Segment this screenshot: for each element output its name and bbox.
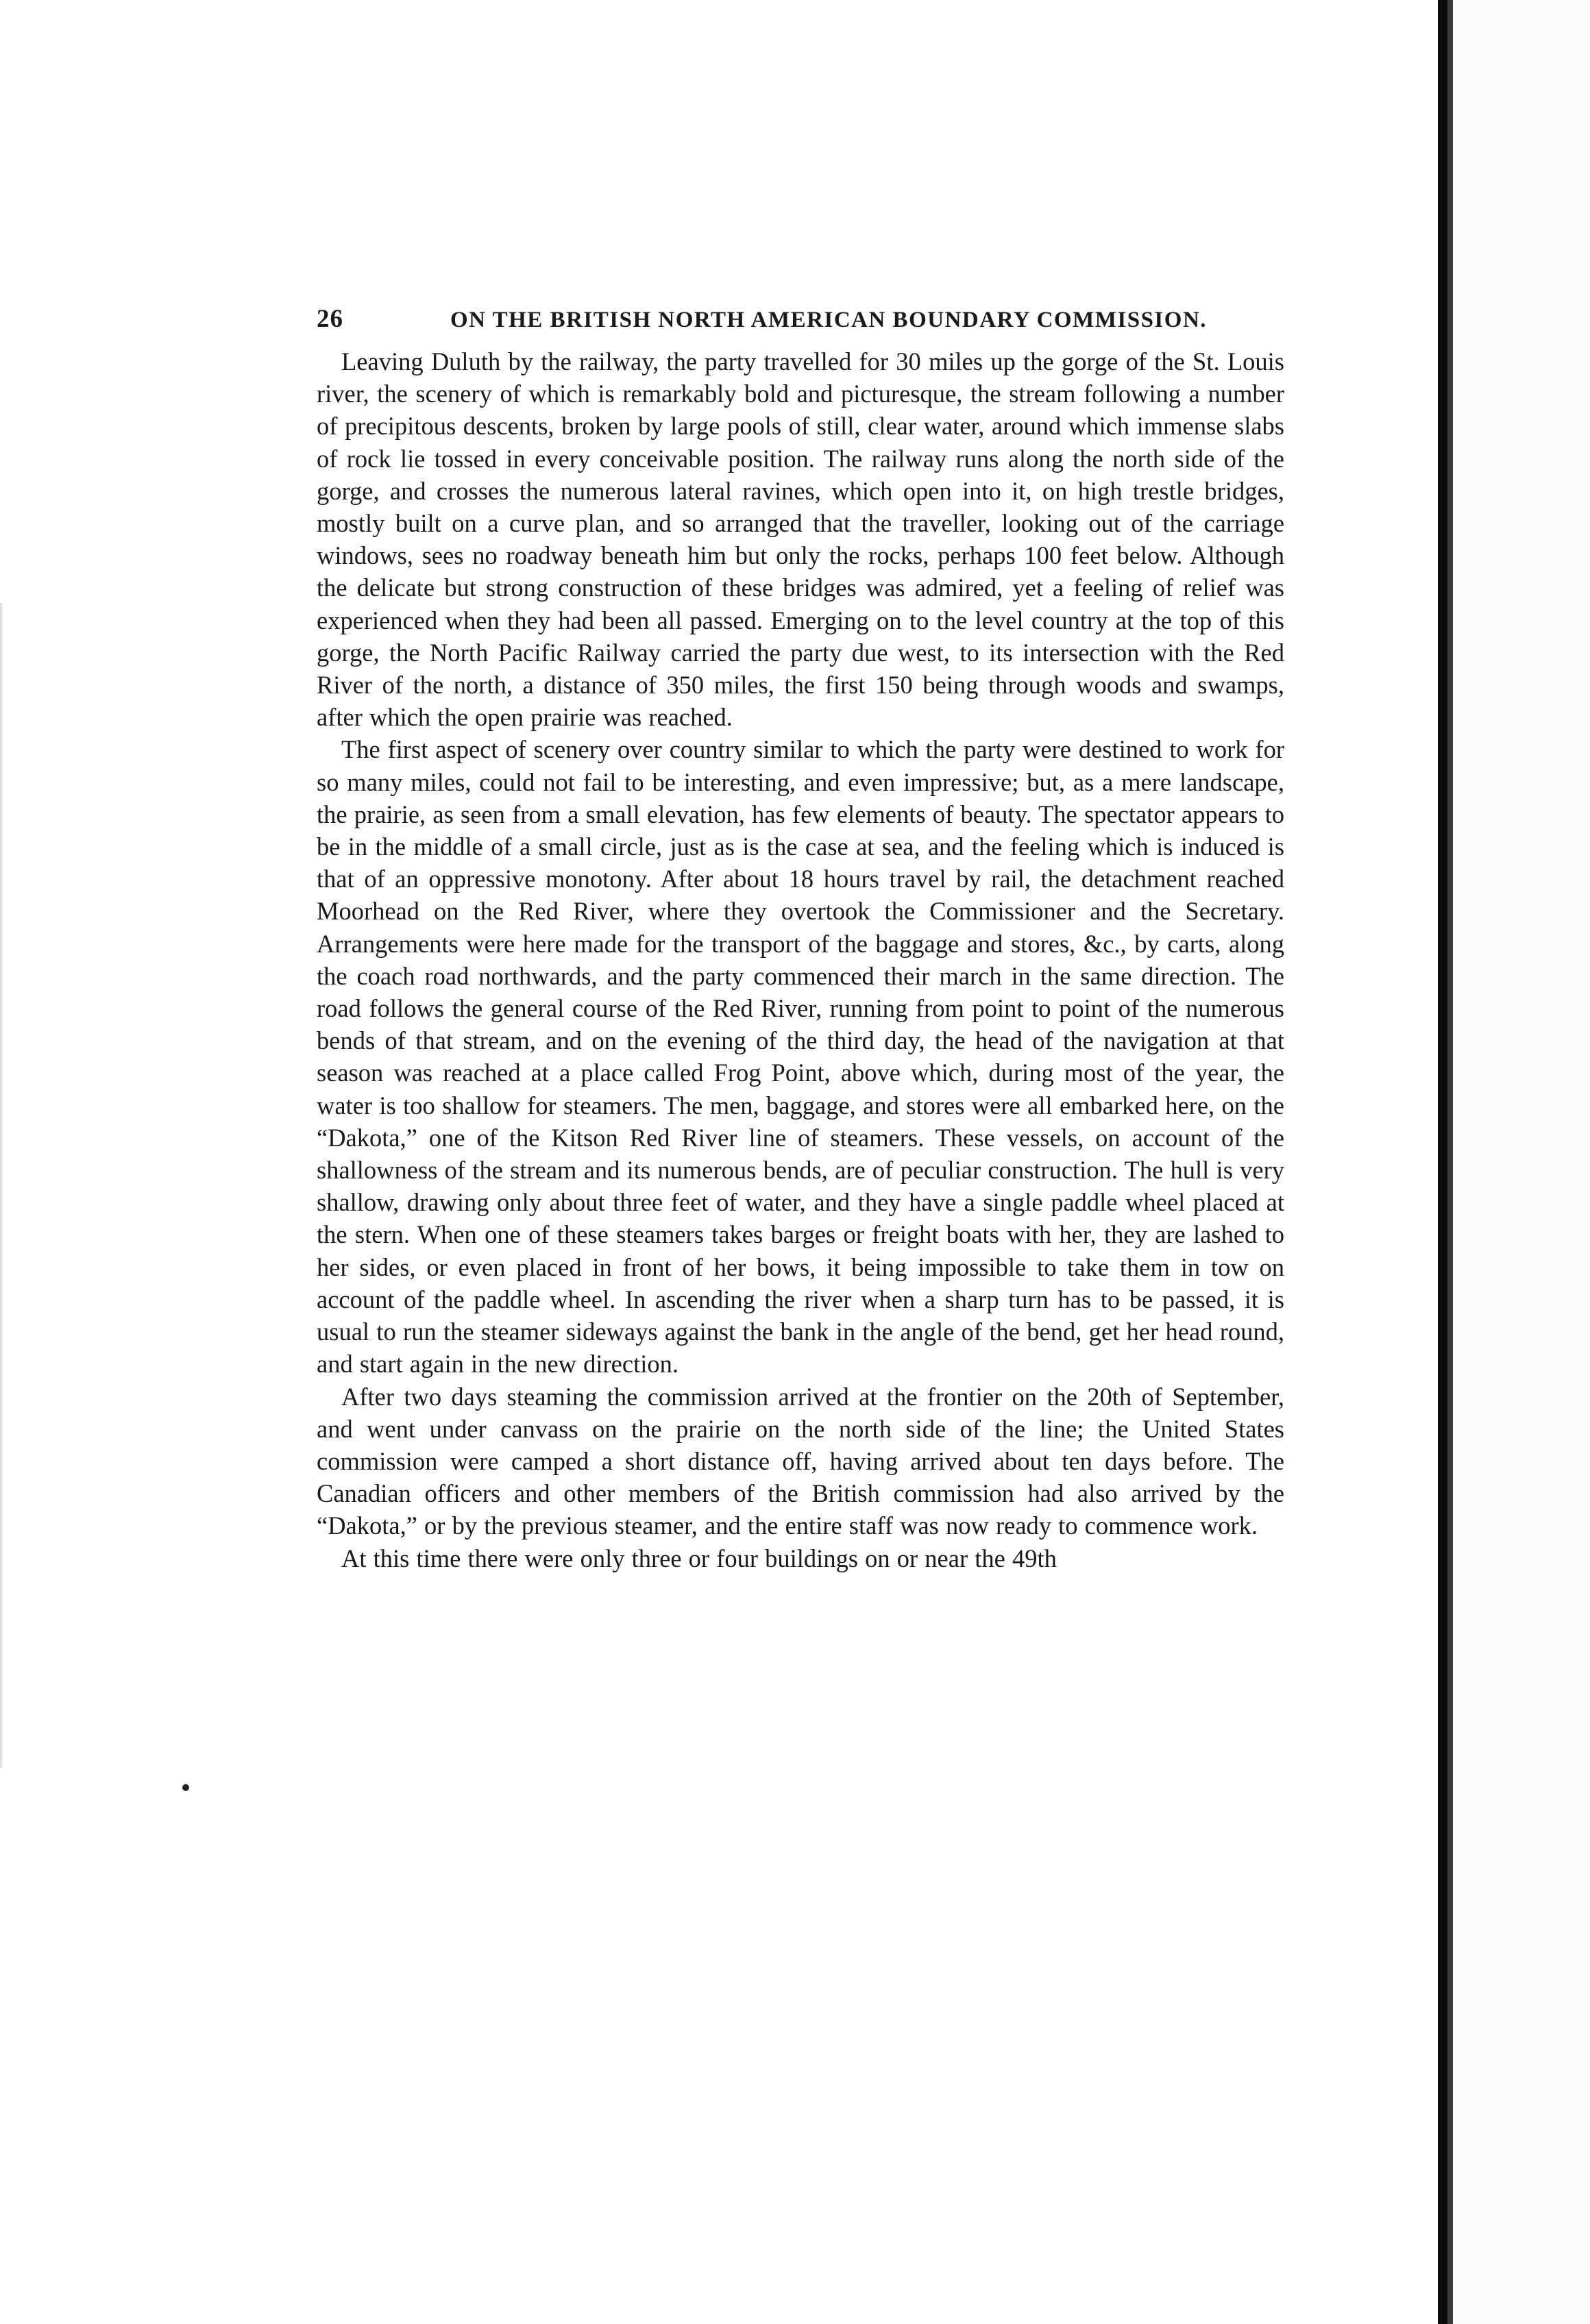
binding-edge-shadow-inner <box>1447 0 1453 2324</box>
binding-edge-shadow <box>1438 0 1447 2324</box>
page-number: 26 <box>317 305 343 333</box>
scan-right-margin <box>1453 0 1590 2324</box>
paragraph-4: At this time there were only three or four buildings on or near the 49th <box>341 1544 1057 1572</box>
paragraph-2: The first aspect of scenery over country similar to which the party were destined to work for so many miles, could not fail to be interesting, and even impressive; but, as a mere landscape, the prairie, as seen from a small elevation, has few elements of beauty. The spectator appears to be in the middle of a small circle, just as is the case at sea, and the feeling which is induced is that of an oppressive monotony. After about 18 hours travel by rail, the detachment reached Moorhead on the Red River, where they overtook the Commissioner and the Secretary. Arrangements were here made for the transport of the baggage and stores, &c., by carts, along the coach road northwards, and the party commenced their march in the same direction. The road follows the general course of the Red River, running from point to point of the numerous bends of that stream, and on the evening of the third day, the head of the navigation at that season was reached at a place called Frog Point, above which, during most of the year, the water is too shallow for steamers. The men, baggage, and stores were all embarked here, on the “Dakota,” one of the Kitson Red River line of steamers. These vessels, on account of the shallowness of the stream and its numerous bends, are of peculiar construction. The hull is very shallow, drawing only about three feet of water, and they have a single paddle wheel placed at the stern. When one of these steamers takes barges or freight boats with her, they are lashed to her sides, or even placed in front of her bows, it being impossible to take them in tow on account of the paddle wheel. In ascending the river when a sharp turn has to be passed, it is usual to run the steamer sideways against the bank in the angle of the bend, get her head round, and start again in the new direction. <box>317 735 1284 1379</box>
page-content <box>317 304 1284 1574</box>
ink-speck <box>182 1784 189 1791</box>
paragraph-1: Leaving Duluth by the railway, the party travelled for 30 miles up the gorge of the St. Louis river, the scenery of which is remarkably bold and picturesque, the stream following a number of precipitous descents, broken by large pools of still, clear water, around which immense slabs of rock lie tossed in every conceivable position. The railway runs along the north side of the gorge, and crosses the numerous lateral ravines, which open into it, on high trestle bridges, mostly built on a curve plan, and so arranged that the traveller, looking out of the carriage windows, sees no roadway beneath him but only the rocks, perhaps 100 feet below. Although the delicate but strong construction of these bridges was admired, yet a feeling of relief was experienced when they had been all passed. Emerging on to the level country at the top of this gorge, the North Pacific Railway carried the party due west, to its intersection with the Red River of the north, a distance of 350 miles, the first 150 being through woods and swamps, after which the open prairie was reached. <box>317 347 1284 732</box>
scan-left-edge-mark <box>0 603 2 1768</box>
running-head: ON THE BRITISH NORTH AMERICAN BOUNDARY COMMISSION. <box>450 308 1208 332</box>
paragraph-3: After two days steaming the commission arrived at the frontier on the 20th of September, and went under canvass on the prairie on the north side of the line; the United States commission were camped a short distance off, having arrived about ten days before. The Canadian officers and other members of the British commission had also arrived by the “Dakota,” or by the previous steamer, and the entire staff was now ready to commence work. <box>317 1382 1284 1540</box>
page-header <box>317 304 1284 345</box>
